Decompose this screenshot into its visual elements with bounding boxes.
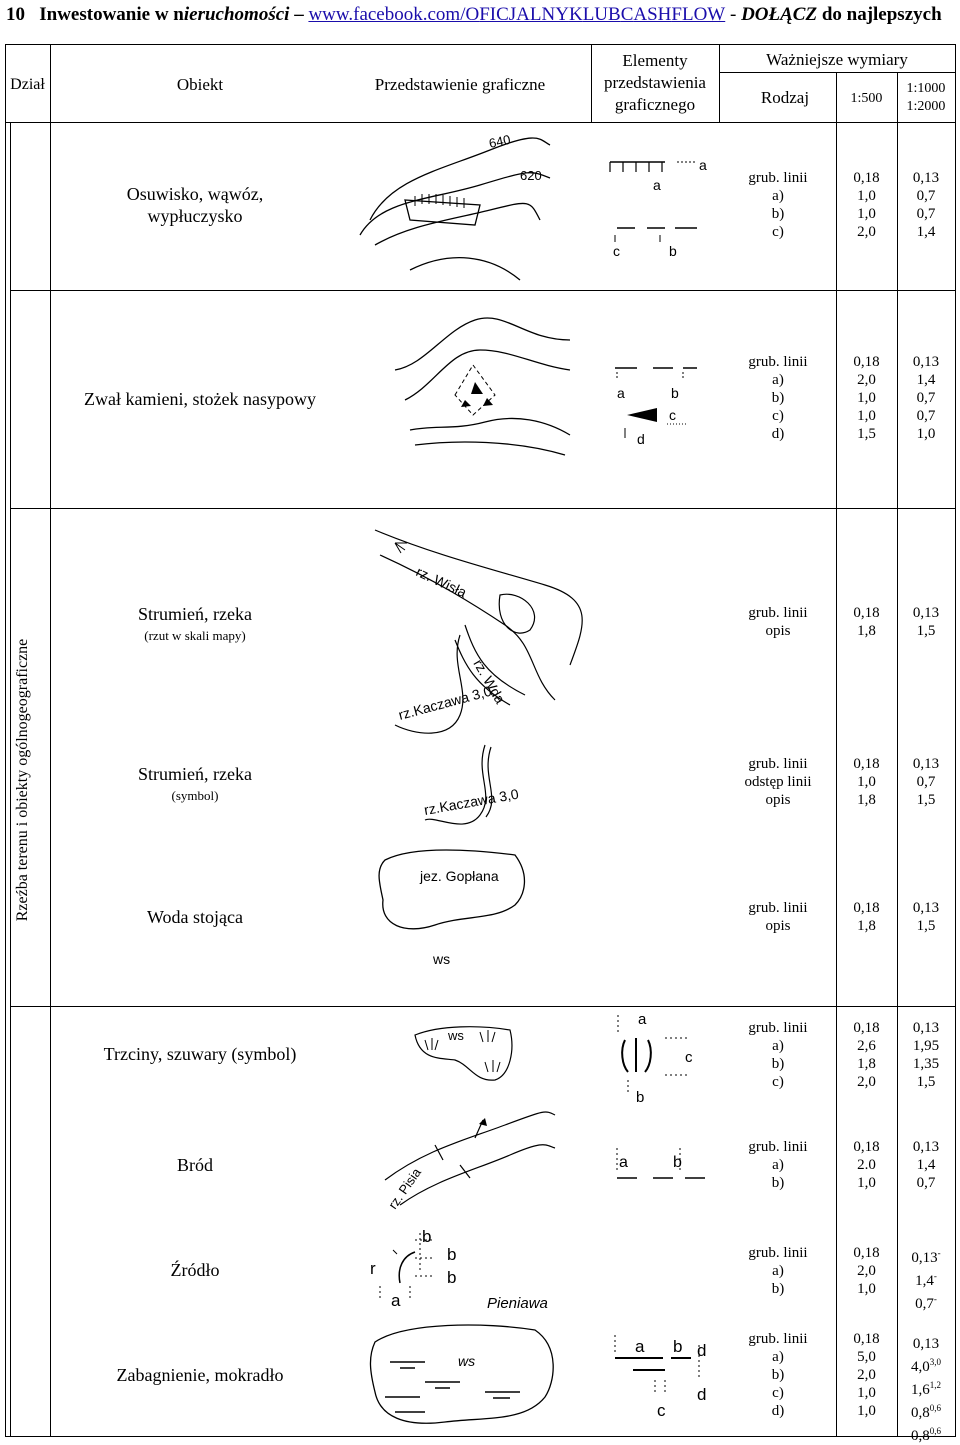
rodzaj-cell: grub. linii <box>748 354 808 370</box>
s500-cell: 0,18 <box>853 1331 880 1347</box>
zrodlo-elem-r: r <box>370 1259 376 1278</box>
s1000-value: 0,8 <box>911 1405 930 1421</box>
s1000-cell <box>897 1244 955 1267</box>
trzciny-elem-a: a <box>638 1011 647 1028</box>
title-dash: – <box>294 4 304 25</box>
link-part: ASH <box>633 4 672 25</box>
s500-cell: 1,0 <box>857 408 876 424</box>
rodzaj-col <box>728 755 828 809</box>
obiekt-trzciny: Trzciny, szuwary (symbol) <box>103 1044 297 1064</box>
link-part: K <box>568 4 583 25</box>
label-goplana: jez. Gopłana <box>420 868 499 884</box>
body-divider-dzial <box>50 122 51 1436</box>
s500-col <box>836 353 897 443</box>
rodzaj-cell: d) <box>771 426 785 442</box>
obiekt-strumien-2-note: (symbol) <box>171 788 219 803</box>
s500-cell: 0,18 <box>853 354 880 370</box>
s1000-sup: 1,2 <box>929 1380 941 1390</box>
s500-cell: 1,5 <box>857 426 876 442</box>
rodzaj-col <box>728 169 828 241</box>
rodzaj-col <box>728 604 828 640</box>
s1000-cell: 0,13 <box>912 1139 940 1155</box>
zwal-drawing <box>395 310 575 470</box>
rodzaj-cell: b) <box>771 1281 785 1297</box>
s500-cell: 5,0 <box>857 1349 876 1365</box>
s1000-cell: 0,13 <box>912 900 940 916</box>
brod-elements <box>605 1145 715 1185</box>
rodzaj-cell: a) <box>772 1263 784 1279</box>
table-top-border <box>5 44 956 45</box>
rodzaj-cell: opis <box>765 918 791 934</box>
rodzaj-col <box>728 1019 828 1091</box>
s1000-cell: 1,5 <box>916 918 936 934</box>
zwal-elements <box>605 360 715 450</box>
s1000-col <box>897 1138 955 1192</box>
zab-elem-d-2: d <box>697 1385 707 1404</box>
rodzaj-cell: opis <box>765 792 791 808</box>
s1000-sup: 0,6 <box>929 1403 941 1413</box>
s500-cell: 1,0 <box>857 1175 876 1191</box>
book-title-prefix: Inwestowanie w n <box>39 4 184 25</box>
s1000-cell <box>897 1353 955 1376</box>
row-separator <box>10 1006 956 1007</box>
link-part: www.facebook.com/O <box>308 4 480 25</box>
s500-cell: 0,18 <box>853 170 880 186</box>
s1000-cell <box>897 1267 955 1290</box>
s500-cell: 0,18 <box>853 756 880 772</box>
header-dzial: Dział <box>10 76 45 93</box>
s1000-cell <box>897 1399 955 1422</box>
s500-col <box>836 755 897 809</box>
rodzaj-cell: grub. linii <box>748 1331 808 1347</box>
s1000-cell: 1,5 <box>916 1074 936 1090</box>
s500-cell: 1,8 <box>857 792 876 808</box>
row-separator <box>10 290 956 291</box>
s1000-col <box>897 755 955 809</box>
s1000-cell: 0,7 <box>916 1175 936 1191</box>
s1000-value: 0,13 <box>912 1336 940 1352</box>
s1000-cell: 0,13 <box>912 1020 940 1036</box>
s500-col <box>836 1019 897 1091</box>
zwal-elem-d: d <box>637 431 645 447</box>
rodzaj-col <box>728 353 828 443</box>
s500-cell: 1,8 <box>857 1056 876 1072</box>
label-wda: rz. Wda <box>470 656 509 707</box>
header-separator: - <box>729 4 737 25</box>
s1000-cell: 1,35 <box>912 1056 940 1072</box>
s1000-col <box>897 353 955 443</box>
rodzaj-cell: grub. linii <box>748 1245 808 1261</box>
s1000-cell: 1,4 <box>916 224 936 240</box>
s1000-col <box>897 1244 955 1313</box>
s500-cell: 1,8 <box>857 623 876 639</box>
rodzaj-cell: grub. linii <box>748 605 808 621</box>
rodzaj-cell: grub. linii <box>748 170 808 186</box>
link-part: FICJALNY <box>479 4 569 25</box>
join-cta: DOŁĄCZ <box>741 4 818 25</box>
trzciny-elem-c: c <box>685 1049 693 1066</box>
rodzaj-cell: a) <box>772 1157 784 1173</box>
rodzaj-cell: a) <box>772 372 784 388</box>
s1000-col <box>897 899 955 935</box>
rodzaj-cell: b) <box>771 206 785 222</box>
header-obiekt: Obiekt <box>176 75 224 94</box>
brod-elem-a: a <box>619 1154 628 1171</box>
s500-cell: 2,0 <box>857 224 876 240</box>
zrodlo-drawing <box>365 1227 565 1312</box>
book-title-italic: ieruchomości <box>183 4 290 25</box>
s500-col <box>836 604 897 640</box>
s500-cell: 1,0 <box>857 206 876 222</box>
rodzaj-cell: grub. linii <box>748 756 808 772</box>
rodzaj-cell: c) <box>772 408 784 424</box>
rodzaj-cell: b) <box>771 1367 785 1383</box>
label-640: 640 <box>487 131 512 151</box>
s500-cell: 0,18 <box>853 1139 880 1155</box>
s1000-cell: 1,95 <box>912 1038 940 1054</box>
s1000-value: 0,13 <box>911 1250 938 1266</box>
table-left-border <box>5 44 6 1437</box>
obiekt-osuwisko-2: wypłuczysko <box>147 206 243 226</box>
facebook-link[interactable] <box>308 4 725 25</box>
s500-cell: 1,0 <box>857 188 876 204</box>
elem-a-2: a <box>699 157 707 173</box>
zab-elem-d-1: d <box>697 1341 707 1360</box>
table-inner-left-border <box>10 122 11 1436</box>
s1000-cell: 1,4 <box>916 372 936 388</box>
trzciny-elem-b: b <box>636 1089 645 1106</box>
label-ws-lake: ws <box>433 951 451 967</box>
obiekt-strumien-2: Strumień, rzeka <box>138 764 252 784</box>
wymiary-subheader-line <box>719 72 956 73</box>
s1000-cell <box>897 1376 955 1399</box>
s1000-value: 4,0 <box>911 1359 930 1375</box>
link-part: F <box>671 4 682 25</box>
s500-cell: 1,0 <box>857 774 876 790</box>
s500-col <box>836 169 897 241</box>
trzciny-drawing <box>410 1020 520 1090</box>
obiekt-osuwisko-1: Osuwisko, wąwóz, <box>126 184 264 204</box>
rodzaj-cell: c) <box>772 224 784 240</box>
obiekt-zabagnienie: Zabagnienie, mokradło <box>116 1365 284 1385</box>
rodzaj-col <box>728 899 828 935</box>
s1000-cell: 1,4 <box>916 1157 936 1173</box>
obiekt-strumien-1: Strumień, rzeka <box>138 604 252 624</box>
rodzaj-cell: a) <box>772 188 784 204</box>
s500-cell: 2,0 <box>857 1263 876 1279</box>
label-620: 620 <box>520 168 542 183</box>
rodzaj-col <box>728 1330 828 1420</box>
s500-cell: 2,0 <box>857 1074 876 1090</box>
label-pieniawa: Pieniawa <box>487 1295 548 1312</box>
header-elementy-1: Elementy <box>622 51 688 70</box>
rodzaj-cell: a) <box>772 1038 784 1054</box>
page-header <box>6 4 942 26</box>
trzciny-elements <box>610 1010 700 1110</box>
s1000-value: 0,8 <box>911 1428 930 1444</box>
s1000-cell: 0,7 <box>916 774 936 790</box>
s500-cell: 1,0 <box>857 1403 876 1419</box>
s500-cell: 1,0 <box>857 1385 876 1401</box>
rodzaj-col <box>728 1244 828 1298</box>
elem-b: b <box>669 243 677 259</box>
obiekt-woda: Woda stojąca <box>146 907 243 927</box>
s500-cell: 0,18 <box>853 1020 880 1036</box>
zabagnienie-drawing <box>365 1322 565 1432</box>
rodzaj-cell: grub. linii <box>748 1139 808 1155</box>
section-label: Rzeźba terenu i obiekty ogólnogeograficzne <box>14 638 31 922</box>
brod-drawing <box>375 1110 555 1220</box>
header-przedstawienie: Przedstawienie graficzne <box>374 75 546 94</box>
header-scale-500: 1:500 <box>850 91 883 106</box>
s1000-value: 1,4 <box>915 1273 934 1289</box>
s1000-cell: 0,7 <box>916 206 936 222</box>
obiekt-zrodlo: Źródło <box>170 1260 220 1280</box>
col-divider-dzial <box>50 44 51 122</box>
header-elementy-3: graficznego <box>614 95 696 114</box>
s1000-cell: 1,0 <box>916 426 936 442</box>
label-kaczawa-1: rz.Kaczawa 3,0 <box>396 682 494 723</box>
s500-col <box>836 1244 897 1298</box>
s1000-cell <box>897 1290 955 1313</box>
s500-cell: 2,6 <box>857 1038 876 1054</box>
header-rodzaj: Rodzaj <box>760 88 810 107</box>
s1000-sup: - <box>937 1248 941 1258</box>
zrodlo-elem-b-3: b <box>447 1268 457 1287</box>
zwal-elem-a: a <box>617 385 625 401</box>
s500-col <box>836 899 897 935</box>
s1000-sup: - <box>933 1271 937 1281</box>
link-part: LUB <box>582 4 621 25</box>
header-scale-1000: 1:1000 <box>906 81 946 96</box>
rodzaj-cell: grub. linii <box>748 1020 808 1036</box>
s1000-sup: - <box>933 1294 937 1304</box>
obiekt-zwal: Zwał kamieni, stożek nasypowy <box>84 389 316 409</box>
s1000-sup: 0,6 <box>929 1426 941 1436</box>
join-cta-rest: do najlepszych <box>821 4 942 25</box>
s1000-col <box>897 1019 955 1091</box>
zwal-elem-c: c <box>669 407 676 423</box>
header-wymiary: Ważniejsze wymiary <box>766 50 908 69</box>
s1000-col <box>897 1330 955 1445</box>
s500-cell: 0,18 <box>853 1245 880 1261</box>
s1000-cell: 1,5 <box>916 792 936 808</box>
rodzaj-cell: b) <box>771 1175 785 1191</box>
table-bottom-border <box>5 1436 956 1437</box>
s500-cell: 2.0 <box>857 1157 876 1173</box>
rodzaj-cell: b) <box>771 390 785 406</box>
s1000-sup: 3,0 <box>929 1357 941 1367</box>
zabagnienie-elements <box>605 1330 715 1430</box>
s500-cell: 2,0 <box>857 1367 876 1383</box>
s1000-cell: 1,5 <box>916 623 936 639</box>
s500-col <box>836 1138 897 1192</box>
rivers-drawing <box>355 515 585 985</box>
rodzaj-cell: opis <box>765 623 791 639</box>
s1000-cell: 0,7 <box>916 188 936 204</box>
s500-cell: 1,0 <box>857 390 876 406</box>
zab-elem-c: c <box>657 1401 666 1420</box>
obiekt-brod: Bród <box>177 1155 213 1175</box>
header-elementy-2: przedstawienia <box>604 73 706 92</box>
label-kaczawa-2: rz.Kaczawa 3,0 <box>422 785 520 818</box>
label-pisia: rz. Pisia <box>385 1165 424 1212</box>
link-part: C <box>620 4 634 25</box>
s1000-cell: 0,13 <box>912 170 940 186</box>
s500-cell: 1,8 <box>857 918 876 934</box>
header-scale-2000: 1:2000 <box>906 99 946 114</box>
rodzaj-cell: d) <box>771 1403 785 1419</box>
osuwisko-elements <box>605 150 715 260</box>
rodzaj-cell: c) <box>772 1074 784 1090</box>
elem-c: c <box>613 243 620 259</box>
link-part: LOW <box>681 4 726 25</box>
s1000-cell: 0,7 <box>916 390 936 406</box>
contour-low <box>410 258 520 280</box>
s500-cell: 0,18 <box>853 605 880 621</box>
s1000-cell: 0,13 <box>912 756 940 772</box>
zrodlo-elem-b-2: b <box>447 1245 457 1264</box>
s1000-cell: 0,13 <box>912 354 940 370</box>
s500-cell: 0,18 <box>853 900 880 916</box>
table-right-border <box>955 44 956 1437</box>
zrodlo-elem-a: a <box>391 1291 401 1310</box>
s500-col <box>836 1330 897 1420</box>
label-wisla: rz. Wisła <box>413 563 470 601</box>
s1000-cell <box>897 1330 955 1353</box>
s500-cell: 2,0 <box>857 372 876 388</box>
header-bottom-border <box>5 122 956 123</box>
s1000-value: 0,7 <box>915 1296 934 1312</box>
rodzaj-cell: b) <box>771 1056 785 1072</box>
s1000-cell: 0,13 <box>912 605 940 621</box>
brod-elem-b: b <box>673 1154 682 1171</box>
s1000-cell <box>897 1422 955 1445</box>
page-number: 10 <box>6 4 25 25</box>
osuwisko-drawing <box>360 130 560 290</box>
rodzaj-cell: a) <box>772 1349 784 1365</box>
rodzaj-cell: odstęp linii <box>744 774 812 790</box>
obiekt-strumien-1-note: (rzut w skali mapy) <box>144 628 246 643</box>
s1000-value: 1,6 <box>911 1382 930 1398</box>
zabagnienie-ws: ws <box>458 1353 476 1369</box>
rodzaj-cell: grub. linii <box>748 900 808 916</box>
s500-cell: 1,0 <box>857 1281 876 1297</box>
elem-a-1: a <box>653 177 661 193</box>
row-separator <box>10 508 956 509</box>
s1000-col <box>897 169 955 241</box>
trzciny-ws: ws <box>448 1028 464 1043</box>
zrodlo-elem-b-1: b <box>422 1227 432 1246</box>
s1000-col <box>897 604 955 640</box>
zab-elem-a: a <box>635 1337 645 1356</box>
rodzaj-cell: c) <box>772 1385 784 1401</box>
zab-elem-b: b <box>673 1337 683 1356</box>
ravine-hachures <box>415 194 464 208</box>
zwal-elem-b: b <box>671 385 679 401</box>
rodzaj-col <box>728 1138 828 1192</box>
s1000-cell: 0,7 <box>916 408 936 424</box>
